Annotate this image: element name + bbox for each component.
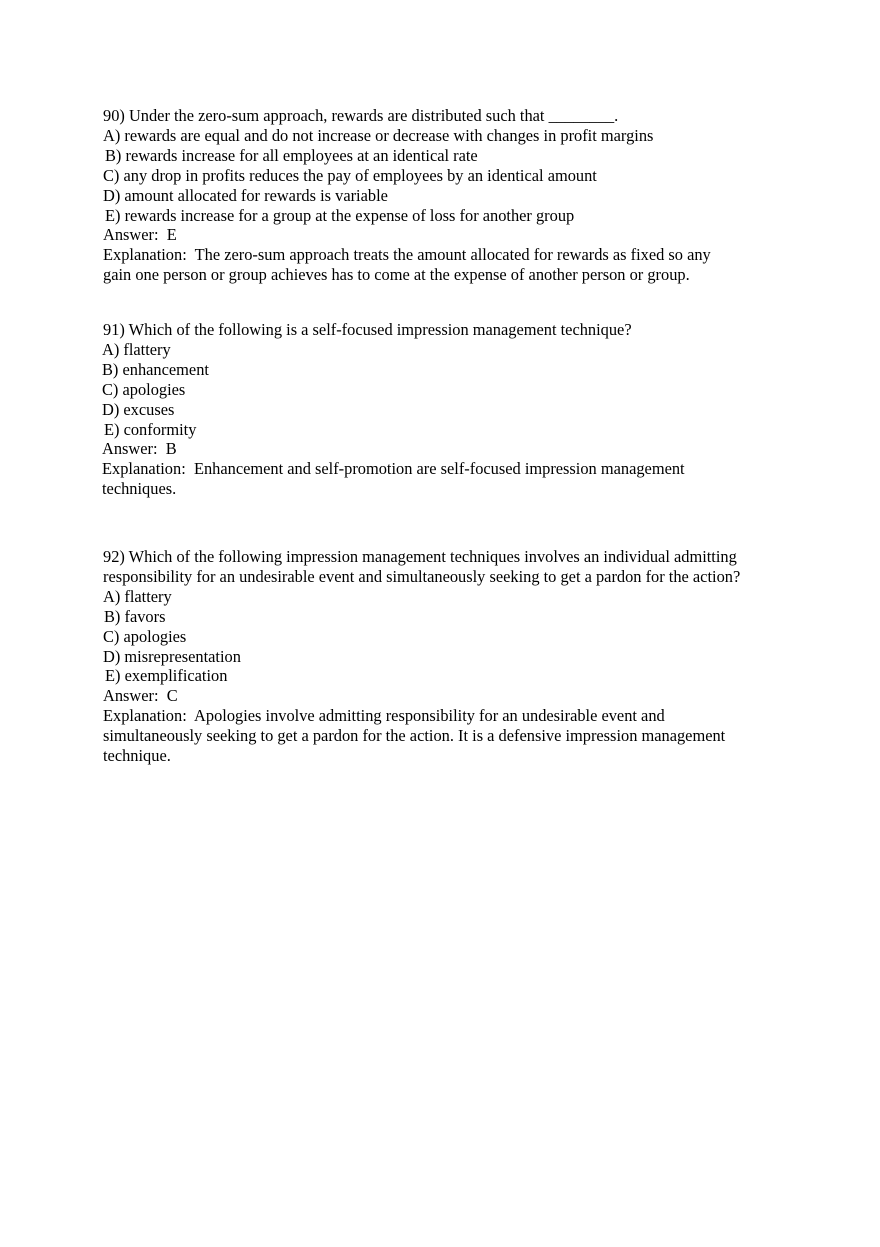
answer: Answer: B xyxy=(102,439,177,459)
question-90 xyxy=(103,106,803,285)
option-a: A) flattery xyxy=(103,586,172,606)
option-d: D) misrepresentation xyxy=(103,646,241,666)
question-stem: 91) Which of the following is a self-focused impression management technique? xyxy=(103,320,632,339)
option-a: A) rewards are equal and do not increase or decrease with changes in profit margins xyxy=(103,125,654,145)
option-c: C) apologies xyxy=(103,626,187,646)
answer: Answer: C xyxy=(103,686,178,706)
explanation-line-1: Explanation: Enhancement and self-promotion are self-focused impression management xyxy=(102,459,685,479)
explanation-line-2: techniques. xyxy=(102,479,177,499)
option-d: D) excuses xyxy=(102,399,175,419)
option-b: B) rewards increase for all employees at an identical rate xyxy=(105,145,478,165)
option-d: D) amount allocated for rewards is variable xyxy=(103,185,388,205)
question-stem: 90) Under the zero-sum approach, rewards are distributed such that ________. xyxy=(103,106,619,125)
option-b: B) favors xyxy=(104,606,166,626)
option-e: E) conformity xyxy=(104,419,197,439)
explanation-line-1: Explanation: The zero-sum approach treats the amount allocated for rewards as fixed so any xyxy=(103,245,711,265)
option-c: C) apologies xyxy=(102,379,186,399)
explanation-line-3: technique. xyxy=(103,746,171,766)
option-e: E) rewards increase for a group at the expense of loss for another group xyxy=(105,205,575,225)
option-a: A) flattery xyxy=(102,339,171,359)
question-91 xyxy=(103,320,803,499)
question-92 xyxy=(103,547,803,766)
explanation-line-2: simultaneously seeking to get a pardon for the action. It is a defensive impression management xyxy=(103,726,726,746)
explanation-line-1: Explanation: Apologies involve admitting responsibility for an undesirable event and xyxy=(103,706,665,726)
question-stem-line-1: 92) Which of the following impression management techniques involves an individual admitting xyxy=(103,547,737,566)
option-e: E) exemplification xyxy=(105,666,228,686)
option-c: C) any drop in profits reduces the pay of employees by an identical amount xyxy=(103,165,597,185)
question-stem-line-2: responsibility for an undesirable event and simultaneously seeking to get a pardon for the action? xyxy=(103,566,741,586)
answer: Answer: E xyxy=(103,225,177,245)
option-b: B) enhancement xyxy=(102,359,209,379)
explanation-line-2: gain one person or group achieves has to come at the expense of another person or group. xyxy=(103,265,690,285)
